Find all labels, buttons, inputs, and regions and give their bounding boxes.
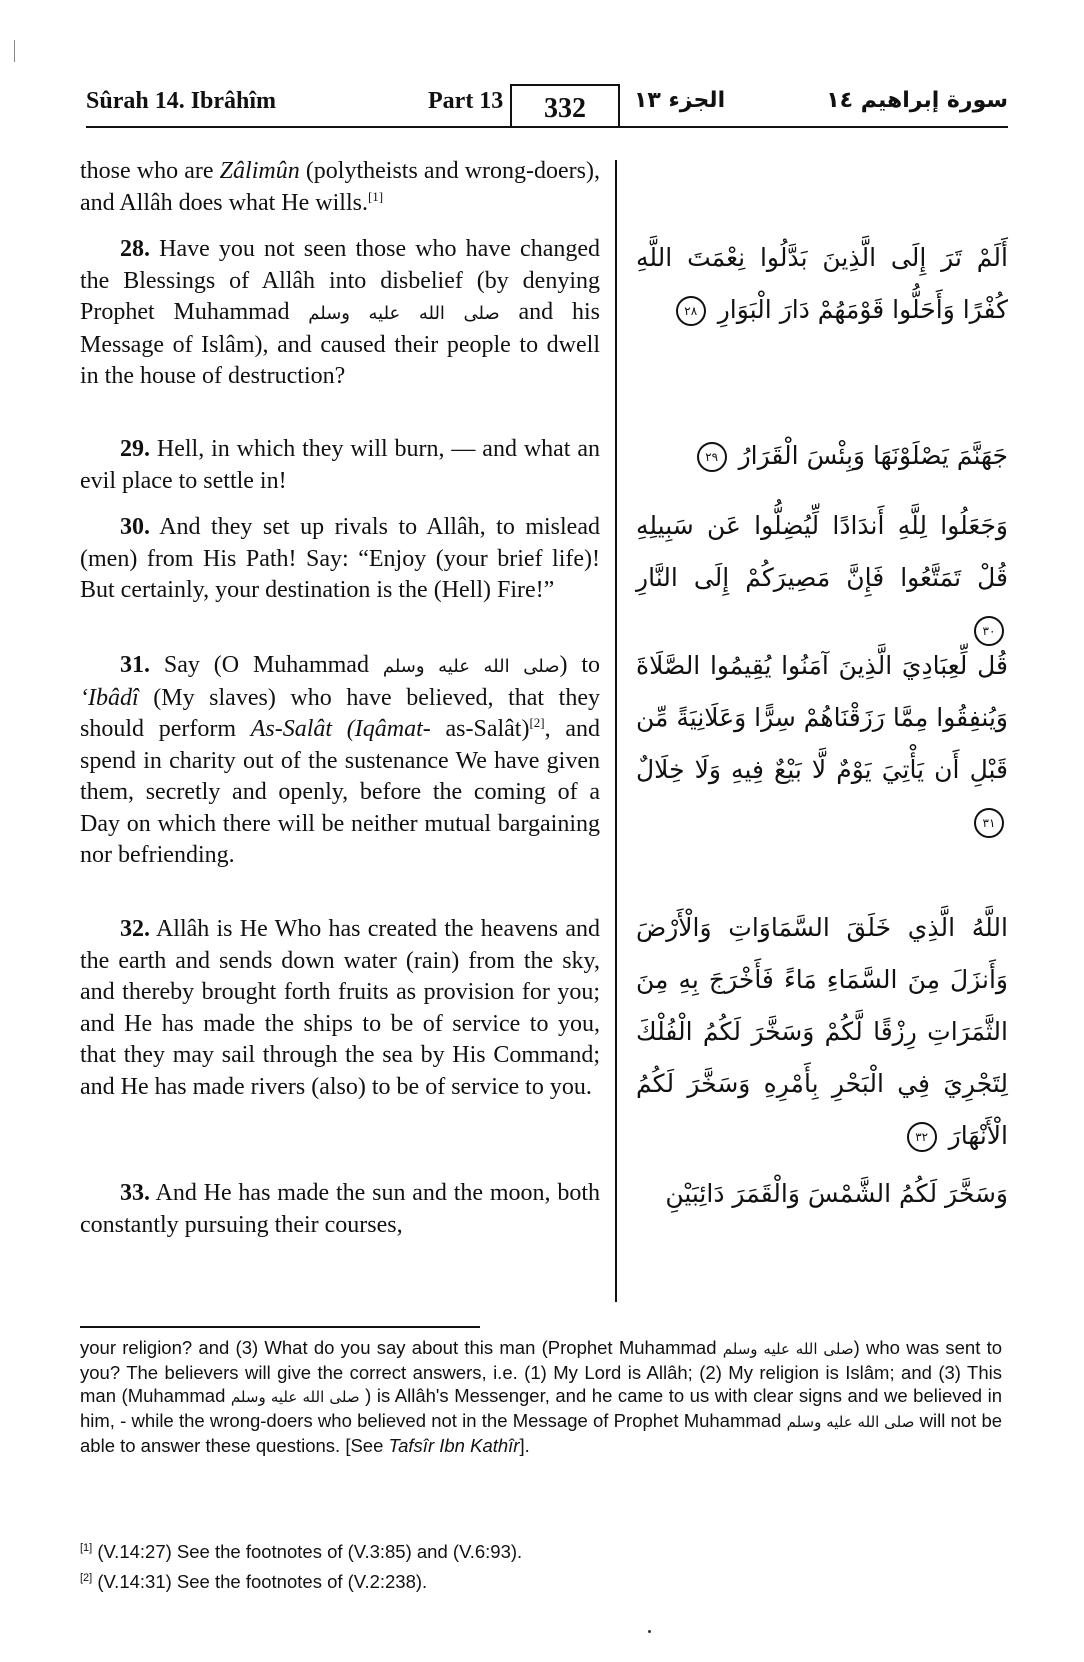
- column-divider: [615, 160, 617, 1302]
- salutation: صلى الله عليه وسلم: [382, 656, 560, 677]
- ayah-end-marker: ٣٠: [974, 616, 1004, 646]
- verse-29-en: 29. Hell, in which they will burn, — and what an evil place to settle in!: [80, 436, 600, 494]
- ayah-end-marker: ٢٨: [676, 296, 706, 326]
- verse-32-ar: اللَّهُ الَّذِي خَلَقَ السَّمَاوَاتِ وَالْأَرْضَ وَأَنزَلَ مِنَ السَّمَاءِ مَاءً فَأَخْرَجَ بِهِ مِنَ الثَّمَرَاتِ رِزْقًا لَّكُمْ وَسَخَّرَ لَكُمُ الْفُلْكَ لِتَجْرِيَ فِي الْبَحْرِ بِأَمْرِهِ وَسَخَّرَ لَكُمُ الْأَنْهَارَ ٣٢: [636, 913, 1008, 1150]
- verse-number: 30.: [120, 514, 150, 540]
- footnote-1: [1] (V.14:27) See the footnotes of (V.3:85) and (V.6:93).: [80, 1541, 523, 1562]
- page-number: 332: [510, 84, 620, 128]
- salutation: صلى الله عليه وسلم: [230, 1388, 360, 1406]
- verse-number: 29.: [120, 436, 150, 462]
- footnote-marker: [2]: [80, 1571, 93, 1584]
- header-rule: [86, 126, 1008, 128]
- margin-mark: [14, 40, 15, 62]
- footnote-2: [2] (V.14:31) See the footnotes of (V.2:238).: [80, 1571, 428, 1592]
- ayah-end-marker: ٣١: [974, 808, 1004, 838]
- part-label-ar: الجزء ١٣: [634, 88, 726, 113]
- footnote-ref-1[interactable]: [1]: [367, 188, 384, 204]
- footnote-rule: [80, 1326, 480, 1328]
- footnote-marker: [1]: [80, 1541, 93, 1554]
- ayah-end-marker: ٢٩: [697, 442, 727, 472]
- verse-number: 33.: [120, 1180, 150, 1206]
- verse-30-en: 30. And they set up rivals to Allâh, to mislead (men) from His Path! Say: “Enjoy (your brief life)! But certainly, your destination is the (Hell) Fire!”: [80, 514, 600, 603]
- surah-title-en: Sûrah 14. Ibrâhîm: [86, 88, 277, 114]
- page-header: [86, 80, 1008, 126]
- verse-number: 32.: [120, 916, 150, 942]
- verse-30-ar: وَجَعَلُوا لِلَّهِ أَندَادًا لِّيُضِلُّوا عَن سَبِيلِهِ قُلْ تَمَتَّعُوا فَإِنَّ مَصِيرَكُمْ إِلَى النَّارِ ٣٠: [636, 500, 1008, 656]
- verse-29-ar: جَهَنَّمَ يَصْلَوْنَهَا وَبِئْسَ الْقَرَارُ ٢٩: [636, 430, 1008, 482]
- salutation: صلى الله عليه وسلم: [786, 1413, 915, 1431]
- verse-28-en: 28. Have you not seen those who have changed the Blessings of Allâh into disbelief (by denying Prophet Muhammad صلى الله عليه وسلم and his Message of Islâm), and caused their people to dwell in the house of destruction?: [80, 236, 601, 389]
- verse-31-en: 31. Say (O Muhammad صلى الله عليه وسلم) to ‘Ibâdî (My slaves) who have believed, that they should perform As-Salât (Iqâmat- as-Salât)[2], and spend in charity out of the sustenance We have given them, secretly and openly, before the coming of a Day on which there will be neither mutual bargaining nor befriending.: [80, 652, 601, 868]
- footnote-continuation: your religion? and (3) What do you say about this man (Prophet Muhammad صلى الله عليه وسلم) who was sent to you? The believers will give the correct answers, i.e. (1) My Lord is Allâh; (2) My religion is Islâm; and (3) This man (Muhammad صلى الله عليه وسلم ) is Allâh's Messenger, and he came to us with clear signs and we believed in him, - while the wrong-doers who believed not in the Message of Prophet Muhammad صلى الله عليه وسلم will not be able to answer these questions. [See Tafsîr Ibn Kathîr].: [80, 1337, 1003, 1456]
- surah-title-ar: سورة إبراهيم ١٤: [826, 88, 1008, 113]
- ayah-end-marker: ٣٢: [907, 1122, 937, 1152]
- verse-32-en: 32. Allâh is He Who has created the heavens and the earth and sends down water (rain) from the sky, and thereby brought forth fruits as provision for you; and He has made the ships to be of service to you, that they may sail through the sea by His Command; and He has made rivers (also) to be of service to you.: [80, 916, 600, 1100]
- part-label-en: Part 13: [428, 88, 504, 114]
- verse-number: 28.: [120, 236, 150, 262]
- salutation: صلى الله عليه وسلم: [308, 303, 500, 324]
- footnote-ref-2[interactable]: [2]: [529, 715, 545, 730]
- verse-31-ar: قُل لِّعِبَادِيَ الَّذِينَ آمَنُوا يُقِيمُوا الصَّلَاةَ وَيُنفِقُوا مِمَّا رَزَقْنَاهُمْ سِرًّا وَعَلَانِيَةً مِّن قَبْلِ أَن يَأْتِيَ يَوْمٌ لَّا بَيْعٌ فِيهِ وَلَا خِلَالٌ ٣١: [636, 640, 1008, 848]
- verse-27-continuation: those who are Zâlimûn (polytheists and wrong-doers), and Allâh does what He wills.[1]: [80, 158, 600, 216]
- verse-33-en: 33. And He has made the sun and the moon, both constantly pursuing their courses,: [80, 1180, 600, 1238]
- print-speck: [648, 1630, 651, 1633]
- salutation: صلى الله عليه وسلم: [722, 1340, 854, 1358]
- verse-33-ar: وَسَخَّرَ لَكُمُ الشَّمْسَ وَالْقَمَرَ دَائِبَيْنِ: [665, 1179, 1008, 1208]
- verse-28-ar: أَلَمْ تَرَ إِلَى الَّذِينَ بَدَّلُوا نِعْمَتَ اللَّهِ كُفْرًا وَأَحَلُّوا قَوْمَهُمْ دَارَ الْبَوَارِ ٢٨: [636, 243, 1008, 324]
- verse-number: 31.: [120, 652, 150, 678]
